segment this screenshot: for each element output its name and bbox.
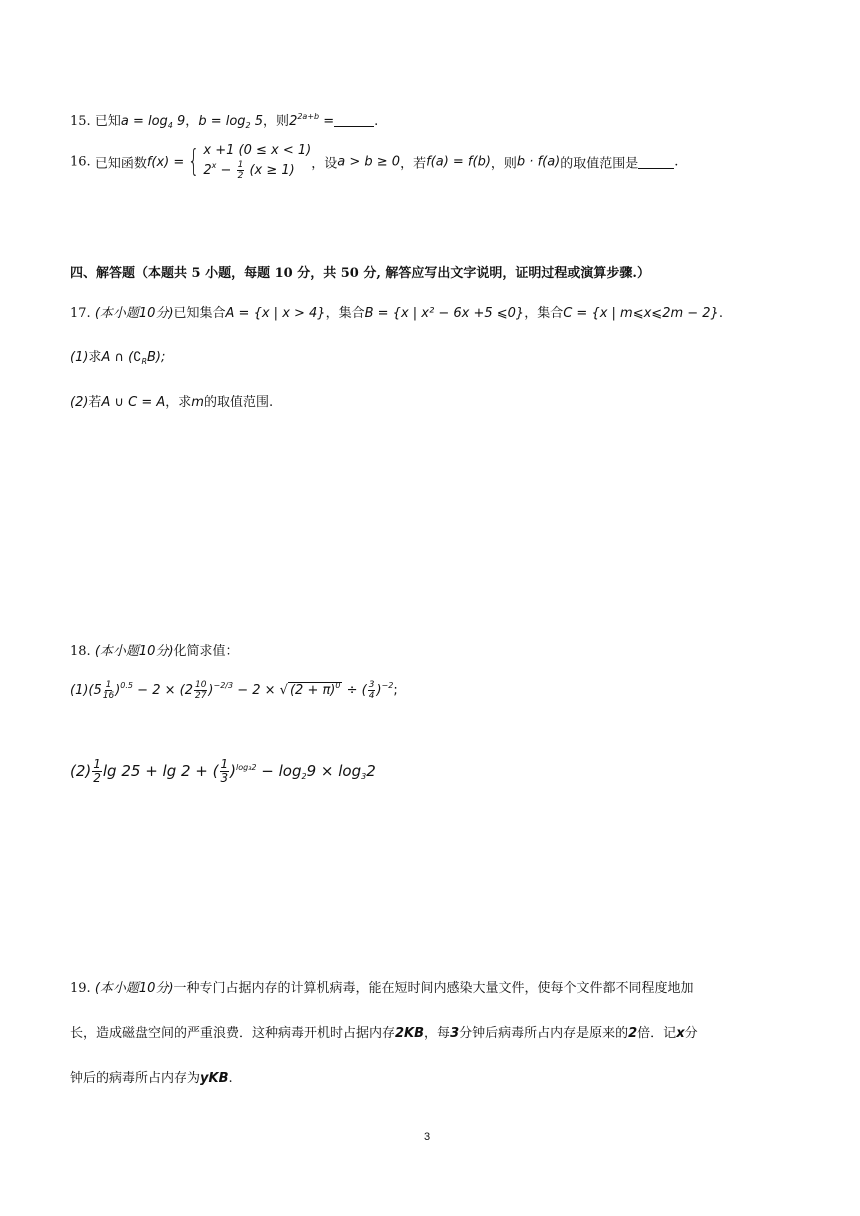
math-term: 2 xyxy=(366,762,376,780)
question-17-part-2 xyxy=(70,391,273,410)
question-19-line-1 xyxy=(70,977,694,996)
question-text: 分 xyxy=(684,1026,698,1041)
set-b: B = {x | x² − 6x +5 ⩽0} xyxy=(364,306,525,321)
question-18-part-1: (1)(5 $\frac{1}{16}$ )$^{0.5}$ − 2 × (2 $\frac{10}{27}$ )$^{-2/3}$ − 2 × √ $(2 + \pi)^0$ ÷ ( $\frac{3}{4}$ )$^{-2}$; xyxy=(70,680,398,701)
question-number: 15. xyxy=(70,114,91,129)
exponent: −2/3 xyxy=(213,681,234,690)
part-label: (2) xyxy=(70,395,89,410)
math-value: 2KB xyxy=(395,1026,425,1041)
brace-icon: { xyxy=(188,144,200,179)
exponent: −2 xyxy=(381,681,394,690)
question-text: ，每 xyxy=(424,1026,451,1041)
math-expression: A ∩ $(∁_RB)$; xyxy=(101,350,166,366)
math-term: − log xyxy=(256,762,302,780)
math-term: 9 × log xyxy=(306,762,362,780)
question-text: ，则 xyxy=(490,156,517,172)
part-label: (2) xyxy=(70,762,92,780)
question-text: 分钟后病毒所占内存是原来的 xyxy=(459,1026,629,1041)
question-text: 求 xyxy=(88,350,102,365)
question-18-part-2: (2) $\frac{1}{2}$ lg 25 + lg 2 + ( $\frac{1}{3}$ )$^{log_32} - \log_29 \times \log_32$ xyxy=(70,757,376,785)
part-label: (1) xyxy=(70,350,89,365)
question-number: 16. xyxy=(70,154,91,170)
question-text: 倍．记 xyxy=(637,1026,677,1041)
math-term: − 2 × (2 xyxy=(133,683,193,698)
math-variable: x xyxy=(676,1026,685,1041)
period: . xyxy=(228,1071,233,1086)
question-text: ，集合 xyxy=(325,306,365,321)
question-text: 长，造成磁盘空间的严重浪费．这种病毒开机时占据内存 xyxy=(70,1026,396,1041)
set-a: A = {x | x > 4} xyxy=(225,306,326,321)
math-value: 3 xyxy=(450,1026,460,1041)
question-17 xyxy=(70,302,723,321)
answer-blank xyxy=(334,114,374,127)
exponent: log₃2 xyxy=(236,763,257,772)
fraction: $\frac{10}{27}$ xyxy=(194,680,207,701)
math-power: $2^{2a+b}$ = xyxy=(289,112,335,129)
sqrt-content: $(2 + \pi)^0$ xyxy=(289,681,341,698)
question-18 xyxy=(70,640,239,659)
piecewise-cases xyxy=(203,143,311,181)
function-def: f(x) = { x +1 (0 ≤ x < 1) $2^x$ − $\frac{1}{2}$ (x ≥ 1) xyxy=(146,143,312,181)
set-c: C = {x | m⩽x⩽2m − 2} xyxy=(563,306,719,321)
question-text: 已知函数 xyxy=(94,156,147,172)
question-text: ，若 xyxy=(400,156,427,172)
question-text: 一种专门占据内存的计算机病毒，能在短时间内感染大量文件，使每个文件都不同程度地加 xyxy=(173,981,694,996)
points-label: (本小题10分) xyxy=(94,306,174,321)
math-term: ÷ ( xyxy=(342,683,367,698)
question-text: 的取值范围是 xyxy=(560,156,639,172)
semicolon: ; xyxy=(393,683,398,698)
question-text: 钟后的病毒所占内存为 xyxy=(70,1071,201,1086)
math-expression: b · f(a) xyxy=(516,154,561,170)
question-19-line-3 xyxy=(70,1067,233,1086)
question-text: ，集合 xyxy=(524,306,564,321)
math-term: lg 25 + lg 2 + ( xyxy=(102,762,219,780)
answer-blank xyxy=(638,156,674,169)
question-19-line-2 xyxy=(70,1022,698,1041)
separator: ， xyxy=(185,114,199,129)
exponent: 0.5 xyxy=(120,681,134,690)
math-b: $b = \log_2 5$ xyxy=(198,114,264,130)
log-base: 2 xyxy=(301,772,307,781)
question-text: 已知集合 xyxy=(173,306,226,321)
points-label: (本小题10分) xyxy=(94,981,174,996)
math-term: − 2 × xyxy=(233,683,280,698)
log-base: 3 xyxy=(361,772,367,781)
case-1: x +1 (0 ≤ x < 1) xyxy=(203,143,312,158)
period: . xyxy=(374,114,379,129)
fraction: $\frac{1}{3}$ xyxy=(220,757,229,785)
math-term: (1)(5 xyxy=(70,683,102,698)
math-expression: A ∪ C = A xyxy=(101,395,166,410)
math-equation: f(a) = f(b) xyxy=(426,154,491,170)
fraction: $\frac{1}{16}$ xyxy=(102,680,115,701)
question-17-part-1 xyxy=(70,346,165,366)
question-15 xyxy=(70,110,378,130)
question-text: 已知 xyxy=(94,114,121,129)
math-variable: yKB xyxy=(200,1071,229,1086)
question-text: ，设 xyxy=(311,156,338,172)
case-2: $2^x$ − $\frac{1}{2}$ (x ≥ 1) xyxy=(203,160,295,181)
math-value: 2 xyxy=(628,1026,638,1041)
fraction: $\frac{3}{4}$ xyxy=(368,680,375,701)
period: . xyxy=(718,306,723,321)
question-number: 18. xyxy=(70,644,91,659)
math-a: $a = \log_4 9$ xyxy=(120,114,186,130)
fraction: $\frac{1}{2}$ xyxy=(93,757,101,785)
question-number: 19. xyxy=(70,981,91,996)
period: . xyxy=(674,154,679,170)
question-text: 的取值范围. xyxy=(203,395,274,410)
math-condition: a > b ≥ 0 xyxy=(337,154,401,170)
question-text: ，求 xyxy=(165,395,192,410)
question-text: 化简求值： xyxy=(173,644,239,659)
question-16 xyxy=(70,143,678,181)
question-number: 17. xyxy=(70,306,91,321)
math-variable: m xyxy=(191,395,204,410)
points-label: (本小题10分) xyxy=(94,644,174,659)
section-heading: 四、解答题（本题共 5 小题，每题 10 分，共 50 分, 解答应写出文字说明，证明过程或演算步骤.） xyxy=(70,266,650,281)
question-text: ，则 xyxy=(263,114,290,129)
sqrt-icon: √ xyxy=(279,683,288,698)
question-text: 若 xyxy=(88,395,102,410)
page-number: 3 xyxy=(424,1131,431,1143)
